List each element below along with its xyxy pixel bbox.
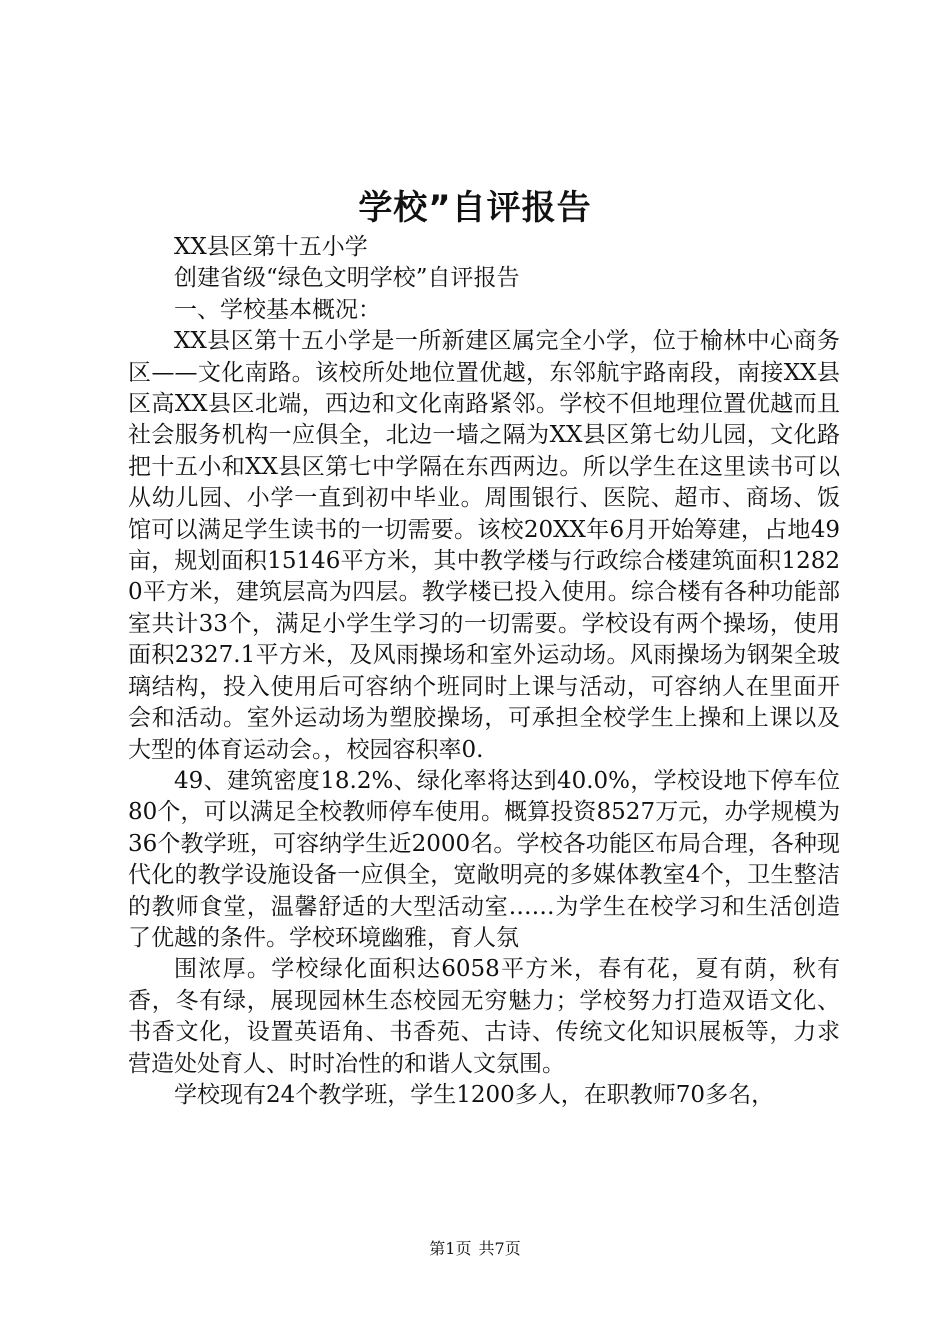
paragraph-staff: 学校现有24个教学班，学生1200多人，在职教师70多名， <box>174 1081 775 1108</box>
paragraph-report-subtitle: 创建省级“绿色文明学校”自评报告 <box>174 265 520 292</box>
paragraph-section-heading: 一、学校基本概况： <box>174 296 381 323</box>
page-footer <box>0 1239 950 1259</box>
document-body <box>128 232 840 1111</box>
page-number: 第1页 <box>429 1239 472 1258</box>
document-title: 学校”自评报告 <box>358 188 592 228</box>
paragraph-overview: XX县区第十五小学是一所新建区属完全小学，位于榆林中心商务区——文化南路。该校所处地位置优越，东邻航宇路南段，南接XX县区高XX县区北端，西边和文化南路紧邻。学校不但地理位置优越而且社会服务机构一应俱全，北边一墙之隔为XX县区第七幼儿园，文化路把十五小和XX县区第七中学隔在东西两边。所以学生在这里读书可以从幼儿园、小学一直到初中毕业。周围银行、医院、超市、商场、饭馆可以满足学生读书的一切需要。该校20XX年6月开始筹建，占地49亩，规划面积15146平方米，其中教学楼与行政综合楼建筑面积12820平方米，建筑层高为四层。教学楼已投入使用。综合楼有各种功能部室共计33个，满足小学生学习的一切需要。学校设有两个操场，使用面积2327.1平方米，及风雨操场和室外运动场。风雨操场为钢架全玻璃结构，投入使用后可容纳个班同时上课与活动，可容纳人在里面开会和活动。室外运动场为塑胶操场，可承担全校学生上操和上课以及大型的体育运动会。，校园容积率0. <box>128 328 840 763</box>
page-total: 共7页 <box>478 1239 521 1258</box>
paragraph-environment: 围浓厚。学校绿化面积达6058平方米，春有花，夏有荫，秋有香，冬有绿，展现园林生态校园无穷魅力；学校努力打造双语文化、书香文化，设置英语角、书香苑、古诗、传统文化知识展板等，力求营造处处育人、时时冶性的和谐人文氛围。 <box>128 956 840 1077</box>
paragraph-facilities: 49、建筑密度18.2%、绿化率将达到40.0%，学校设地下停车位80个，可以满足全校教师停车使用。概算投资8527万元，办学规模为36个教学班，可容纳学生近2000名。学校各功能区布局合理，各种现代化的教学设施设备一应俱全，宽敞明亮的多媒体教室4个，卫生整洁的教师食堂，温馨舒适的大型活动室……为学生在校学习和生活创造了优越的条件。学校环境幽雅，育人氛 <box>128 767 840 951</box>
paragraph-school-name: XX县区第十五小学 <box>174 234 368 260</box>
